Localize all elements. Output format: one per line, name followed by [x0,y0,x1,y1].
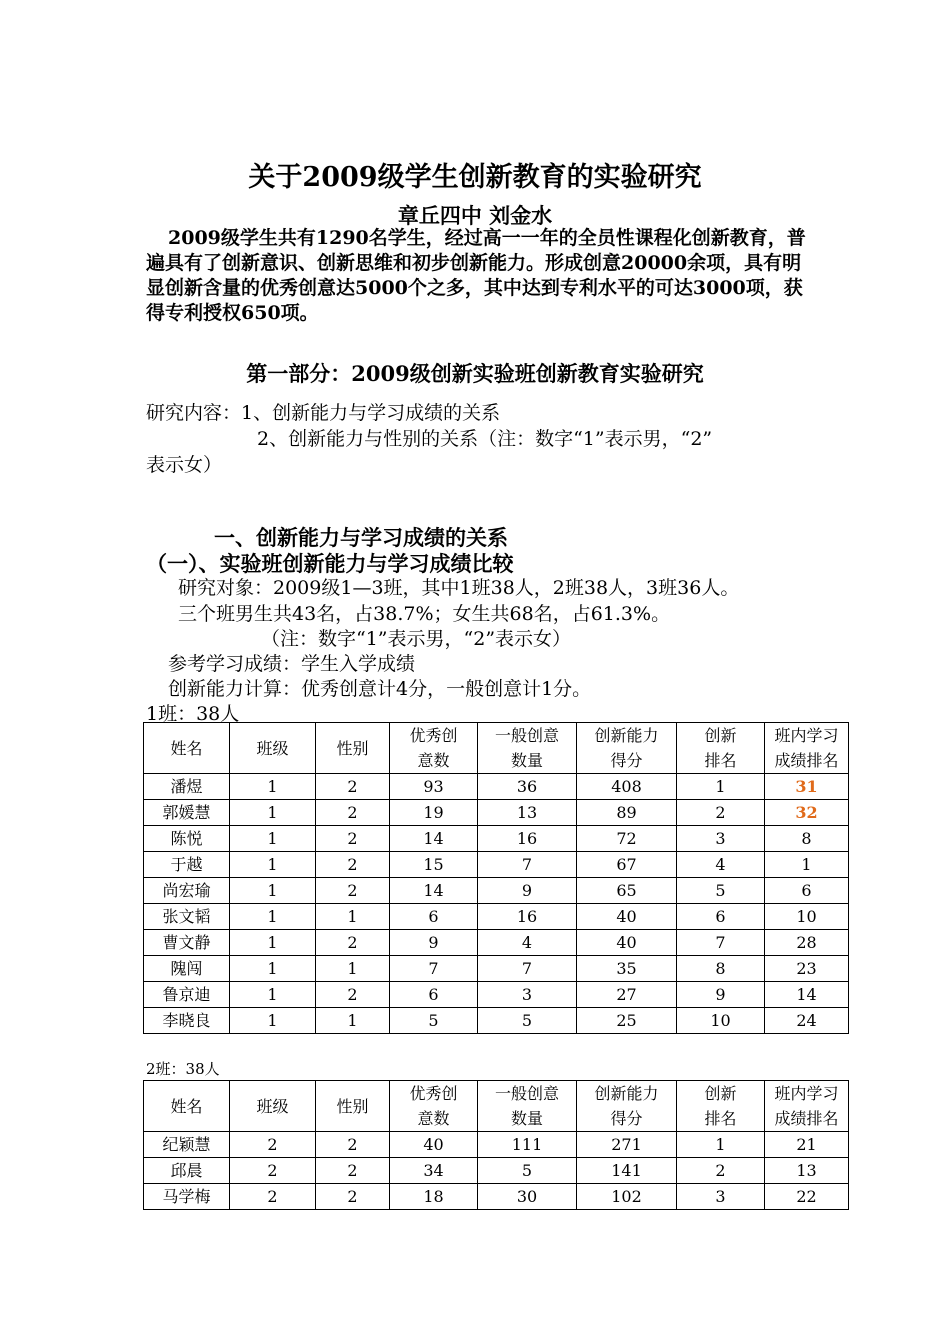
table-cell: 27 [577,982,677,1008]
table-cell: 李晓良 [144,1008,230,1034]
table-cell: 2 [316,1158,390,1184]
subsection-heading: （一）、实验班创新能力与学习成绩比较 [146,551,514,576]
table-cell: 67 [577,852,677,878]
table-cell: 1 [230,878,316,904]
table-cell: 1 [677,774,765,800]
intro-paragraph: 2009级学生共有1290名学生，经过高一一年的全员性课程化创新教育，普遍具有了创新意识、创新思维和初步创新能力。形成创意20000余项，具有明显创新含量的优秀创意达5000个之多，其中达到专利水平的可达3000项，获得专利授权650项。 [146,227,806,324]
table-cell: 1 [230,852,316,878]
note-line: 研究对象：2009级1—3班，其中1班38人，2班38人，3班36人。 [178,577,740,599]
table-cell: 40 [390,1132,478,1158]
table-cell: 23 [765,956,849,982]
table-cell: 4 [677,852,765,878]
table-cell: 10 [677,1008,765,1034]
table-row [144,904,849,930]
table-cell: 32 [765,800,849,826]
column-header: 性别 [316,1081,390,1132]
table-cell: 3 [677,826,765,852]
table-cell: 111 [478,1132,577,1158]
table-cell: 隗闯 [144,956,230,982]
table-row [144,800,849,826]
table-cell: 3 [478,982,577,1008]
column-header: 一般创意 数量 [478,1081,577,1132]
table-cell: 邱晨 [144,1158,230,1184]
table-cell: 5 [478,1008,577,1034]
table-cell: 2 [230,1132,316,1158]
table-cell: 张文韬 [144,904,230,930]
table-cell: 7 [478,852,577,878]
table-row [144,1158,849,1184]
table-header-row [144,1081,849,1132]
table-cell: 14 [390,878,478,904]
table-cell: 2 [230,1158,316,1184]
table-cell: 6 [765,878,849,904]
table-cell: 纪颖慧 [144,1132,230,1158]
research-line-2: 2、创新能力与性别的关系（注：数字“1”表示男，“2” [257,428,713,450]
table-row [144,930,849,956]
table-caption-class2: 2班：38人 [146,1060,220,1078]
table-cell: 9 [677,982,765,1008]
table-header-row [144,723,849,774]
column-header: 优秀创 意数 [390,723,478,774]
table-cell: 14 [390,826,478,852]
table-cell: 潘煜 [144,774,230,800]
table-cell: 6 [390,904,478,930]
table-cell: 7 [478,956,577,982]
note-line: 参考学习成绩：学生入学成绩 [168,653,416,675]
table-cell: 13 [478,800,577,826]
table-caption-class1: 1班：38人 [146,703,240,725]
page-title: 关于2009级学生创新教育的实验研究 [248,162,702,193]
table-cell: 6 [390,982,478,1008]
table-row [144,852,849,878]
table-cell: 1 [230,826,316,852]
table-cell: 2 [316,774,390,800]
table-cell: 7 [677,930,765,956]
column-header: 性别 [316,723,390,774]
table-cell: 19 [390,800,478,826]
table-row [144,774,849,800]
table-cell: 郭媛慧 [144,800,230,826]
table-cell: 6 [677,904,765,930]
table-cell: 93 [390,774,478,800]
table-cell: 2 [316,800,390,826]
table-cell: 102 [577,1184,677,1210]
table-cell: 5 [478,1158,577,1184]
table-cell: 72 [577,826,677,852]
column-header: 姓名 [144,1081,230,1132]
table-cell: 2 [316,982,390,1008]
table-cell: 2 [316,930,390,956]
table-row [144,826,849,852]
column-header: 一般创意 数量 [478,723,577,774]
table-cell: 1 [677,1132,765,1158]
table-cell: 1 [230,800,316,826]
table-row [144,1132,849,1158]
table-cell: 28 [765,930,849,956]
table-cell: 36 [478,774,577,800]
table-cell: 2 [677,1158,765,1184]
table-row [144,1008,849,1034]
research-line-3: 表示女） [146,454,223,476]
column-header: 创新 排名 [677,723,765,774]
table-cell: 1 [230,1008,316,1034]
table-cell: 7 [390,956,478,982]
part-heading: 第一部分：2009级创新实验班创新教育实验研究 [246,361,704,386]
table-cell: 3 [677,1184,765,1210]
table-cell: 14 [765,982,849,1008]
table-cell: 18 [390,1184,478,1210]
table-cell: 22 [765,1184,849,1210]
table-cell: 24 [765,1008,849,1034]
table-cell: 2 [316,1132,390,1158]
column-header: 创新能力 得分 [577,1081,677,1132]
table-cell: 16 [478,826,577,852]
table-cell: 9 [478,878,577,904]
note-line: 三个班男生共43名，占38.7%；女生共68名，占61.3%。 [178,603,671,625]
table-cell: 408 [577,774,677,800]
table-cell: 16 [478,904,577,930]
table-cell: 1 [230,930,316,956]
section-heading: 一、创新能力与学习成绩的关系 [214,525,508,550]
table-cell: 1 [230,904,316,930]
table-cell: 2 [316,852,390,878]
table-cell: 21 [765,1132,849,1158]
author-line: 章丘四中 刘金水 [397,203,553,228]
table-cell: 15 [390,852,478,878]
table-row [144,878,849,904]
column-header: 班级 [230,723,316,774]
table-cell: 9 [390,930,478,956]
table-cell: 25 [577,1008,677,1034]
table-cell: 1 [230,956,316,982]
table-cell: 8 [677,956,765,982]
data-table-class2 [143,1080,849,1210]
note-line: 创新能力计算：优秀创意计4分，一般创意计1分。 [168,678,592,700]
column-header: 班级 [230,1081,316,1132]
table-cell: 10 [765,904,849,930]
table-cell: 271 [577,1132,677,1158]
note-line: （注：数字“1”表示男，“2”表示女） [261,628,572,650]
table-row [144,982,849,1008]
table-cell: 5 [390,1008,478,1034]
table-cell: 2 [316,1184,390,1210]
table-cell: 1 [230,982,316,1008]
column-header: 创新能力 得分 [577,723,677,774]
table-cell: 1 [316,1008,390,1034]
table-row [144,956,849,982]
table-cell: 鲁京迪 [144,982,230,1008]
table-cell: 65 [577,878,677,904]
table-cell: 2 [316,878,390,904]
table-cell: 5 [677,878,765,904]
table-cell: 1 [316,904,390,930]
research-line-1: 研究内容：1、创新能力与学习成绩的关系 [146,402,501,424]
table-cell: 于越 [144,852,230,878]
table-cell: 2 [677,800,765,826]
table-cell: 1 [765,852,849,878]
table-row [144,1184,849,1210]
data-table-class1 [143,722,849,1034]
column-header: 创新 排名 [677,1081,765,1132]
table-cell: 2 [316,826,390,852]
table-cell: 141 [577,1158,677,1184]
table-cell: 31 [765,774,849,800]
table-cell: 2 [230,1184,316,1210]
table-cell: 40 [577,904,677,930]
table-cell: 曹文静 [144,930,230,956]
table-cell: 35 [577,956,677,982]
table-cell: 尚宏瑜 [144,878,230,904]
table-cell: 30 [478,1184,577,1210]
table-cell: 8 [765,826,849,852]
table-cell: 陈悦 [144,826,230,852]
table-cell: 40 [577,930,677,956]
table-cell: 34 [390,1158,478,1184]
column-header: 优秀创 意数 [390,1081,478,1132]
table-cell: 4 [478,930,577,956]
table-cell: 马学梅 [144,1184,230,1210]
table-cell: 1 [316,956,390,982]
column-header: 班内学习 成绩排名 [765,723,849,774]
column-header: 班内学习 成绩排名 [765,1081,849,1132]
table-cell: 13 [765,1158,849,1184]
column-header: 姓名 [144,723,230,774]
table-cell: 1 [230,774,316,800]
table-cell: 89 [577,800,677,826]
